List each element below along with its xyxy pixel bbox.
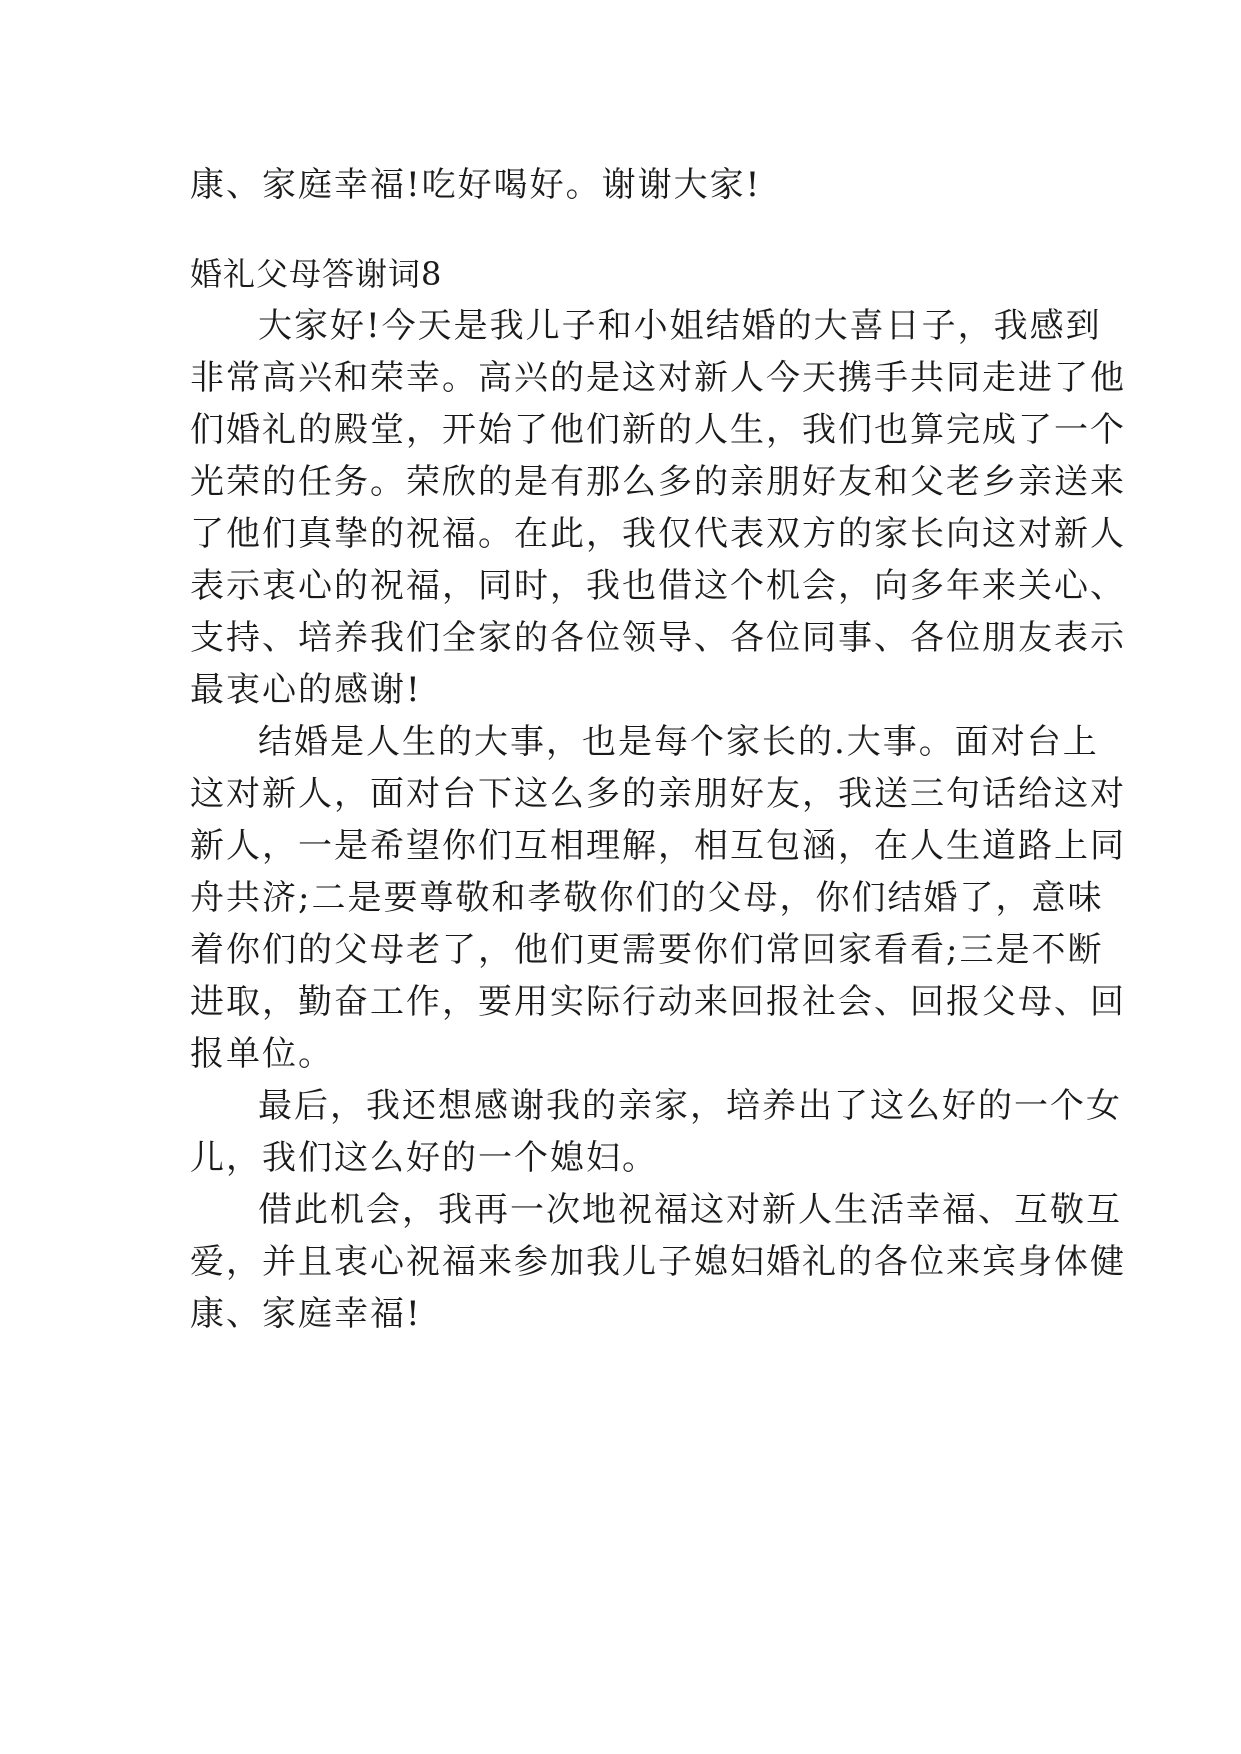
paragraph-line: 报单位。 bbox=[190, 1034, 334, 1074]
paragraph-line: 们婚礼的殿堂，开始了他们新的人生，我们也算完成了一个 bbox=[190, 410, 1126, 450]
paragraph-line: 光荣的任务。荣欣的是有那么多的亲朋好友和父老乡亲送来 bbox=[190, 462, 1126, 502]
paragraph-line: 支持、培养我们全家的各位领导、各位同事、各位朋友表示 bbox=[190, 618, 1126, 658]
paragraph-line: 康、家庭幸福! bbox=[190, 1294, 422, 1334]
paragraph-line: 进取，勤奋工作，要用实际行动来回报社会、回报父母、回 bbox=[190, 982, 1126, 1022]
paragraph-line: 大家好!今天是我儿子和小姐结婚的大喜日子，我感到 bbox=[258, 306, 1102, 346]
paragraph-line: 爱，并且衷心祝福来参加我儿子媳妇婚礼的各位来宾身体健 bbox=[190, 1242, 1126, 1282]
intro-line: 康、家庭幸福!吃好喝好。谢谢大家! bbox=[190, 165, 762, 205]
paragraph-line: 表示衷心的祝福，同时，我也借这个机会，向多年来关心、 bbox=[190, 566, 1126, 606]
paragraph-line: 舟共济;二是要尊敬和孝敬你们的父母，你们结婚了，意味 bbox=[190, 878, 1104, 918]
paragraph-line: 新人，一是希望你们互相理解，相互包涵，在人生道路上同 bbox=[190, 826, 1126, 866]
paragraph-line: 借此机会，我再一次地祝福这对新人生活幸福、互敬互 bbox=[258, 1190, 1122, 1230]
paragraph-line: 非常高兴和荣幸。高兴的是这对新人今天携手共同走进了他 bbox=[190, 358, 1126, 398]
paragraph-line: 着你们的父母老了，他们更需要你们常回家看看;三是不断 bbox=[190, 930, 1104, 970]
paragraph-line: 结婚是人生的大事，也是每个家长的.大事。面对台上 bbox=[258, 722, 1099, 762]
paragraph-line: 最后，我还想感谢我的亲家，培养出了这么好的一个女 bbox=[258, 1086, 1122, 1126]
paragraph-line: 最衷心的感谢! bbox=[190, 670, 422, 710]
paragraph-line: 儿，我们这么好的一个媳妇。 bbox=[190, 1138, 658, 1178]
paragraph-line: 这对新人，面对台下这么多的亲朋好友，我送三句话给这对 bbox=[190, 774, 1126, 814]
paragraph-line: 了他们真挚的祝福。在此，我仅代表双方的家长向这对新人 bbox=[190, 514, 1126, 554]
section-heading: 婚礼父母答谢词8 bbox=[190, 255, 443, 293]
